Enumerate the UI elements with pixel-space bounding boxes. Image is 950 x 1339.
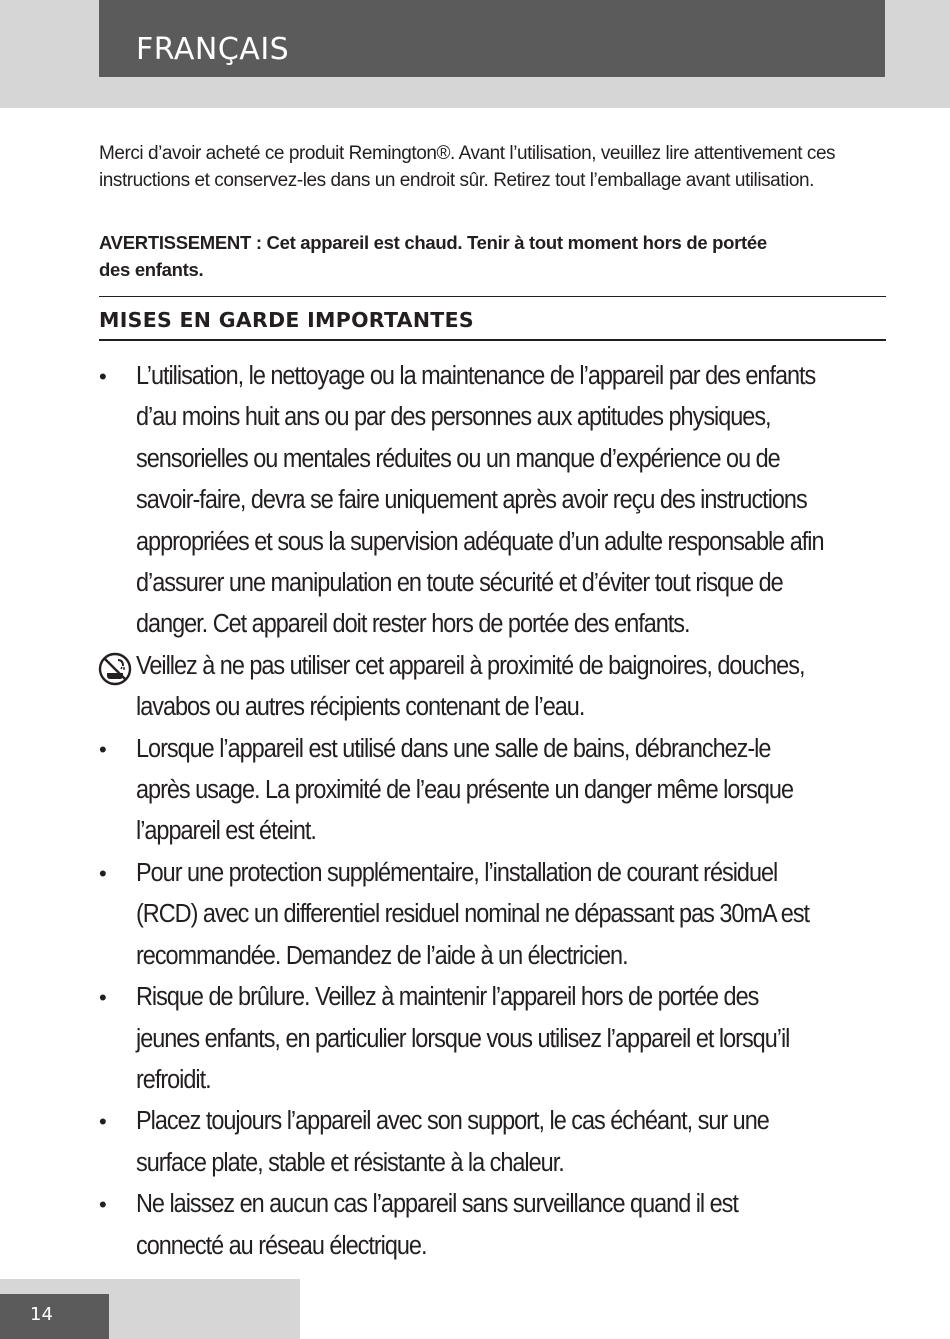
language-tab: [99, 0, 885, 77]
warning-paragraph: AVERTISSEMENT : Cet appareil est chaud. Tenir à tout moment hors de portée des enfants.: [99, 232, 767, 280]
bullet-marker: •: [99, 364, 107, 389]
list-item-text: L’utilisation, le nettoyage ou la maintenance de l’appareil par des enfants d’au moins huit ans ou par des personnes aux aptitudes physiques, sensorielles ou mentales réduites ou un manque d’expérience ou de savoir-faire, devra se faire uniquement après avoir reçu des instructions appropriées et sous la supervision adéquate d’un adulte responsable afin d’assurer une manipulation en toute sécurité et d’éviter tout risque de danger. Cet appareil doit rester hors de portée des enfants.: [136, 362, 824, 639]
list-item-text: Placez toujours l’appareil avec son support, le cas échéant, sur une surface plate, stable et résistante à la chaleur.: [136, 1107, 769, 1177]
bullet-marker: •: [99, 860, 107, 886]
list-item-text: Lorsque l’appareil est utilisé dans une salle de bains, débranchez-le après usage. La proximité de l’eau présente un danger même lorsque l’appareil est éteint.: [136, 734, 794, 846]
bullet-marker: •: [99, 985, 107, 1011]
list-item: [0, 853, 950, 977]
section-rule-top: [99, 296, 886, 297]
list-item-text: Risque de brûlure. Veillez à maintenir l’appareil hors de portée des jeunes enfants, en particulier lorsque vous utilisez l’appareil et lorsqu’il refroidit.: [136, 983, 790, 1094]
list-item-text: Pour une protection supplémentaire, l’installation de courant résiduel (RCD) avec un differentiel residuel nominal ne dépassant pas 30mA est recommandée. Demandez de l’aide à un électricien.: [136, 858, 810, 970]
list-item: [0, 356, 950, 646]
section-rule-bottom: [99, 339, 886, 341]
header-band: [0, 0, 950, 108]
language-title: FRANÇAIS: [136, 32, 290, 67]
intro-paragraph: Merci d’avoir acheté ce produit Remington®. Avant l’utilisation, veuillez lire attentivement ces instructions et conservez-les dans un endroit sûr. Retirez tout l’emballage avant utilisation.: [99, 143, 836, 191]
page-number: 14: [30, 1304, 53, 1325]
list-item: [0, 646, 950, 729]
list-item: [0, 977, 950, 1101]
safety-list: [0, 356, 950, 1267]
list-item: [0, 729, 950, 853]
list-item-text: Ne laissez en aucun cas l’appareil sans surveillance quand il est connecté au réseau électrique.: [136, 1190, 738, 1260]
bullet-marker: •: [99, 736, 107, 762]
list-item: [0, 1184, 950, 1267]
section-heading: MISES EN GARDE IMPORTANTES: [99, 308, 474, 332]
bullet-marker: •: [99, 1109, 107, 1135]
no-water-icon: [98, 652, 132, 686]
list-item: [0, 1101, 950, 1184]
list-item-text: Veillez à ne pas utiliser cet appareil à proximité de baignoires, douches, lavabos ou autres récipients contenant de l’eau.: [136, 651, 805, 722]
bullet-marker: •: [99, 1192, 107, 1218]
page-number-tab: [0, 1294, 109, 1339]
